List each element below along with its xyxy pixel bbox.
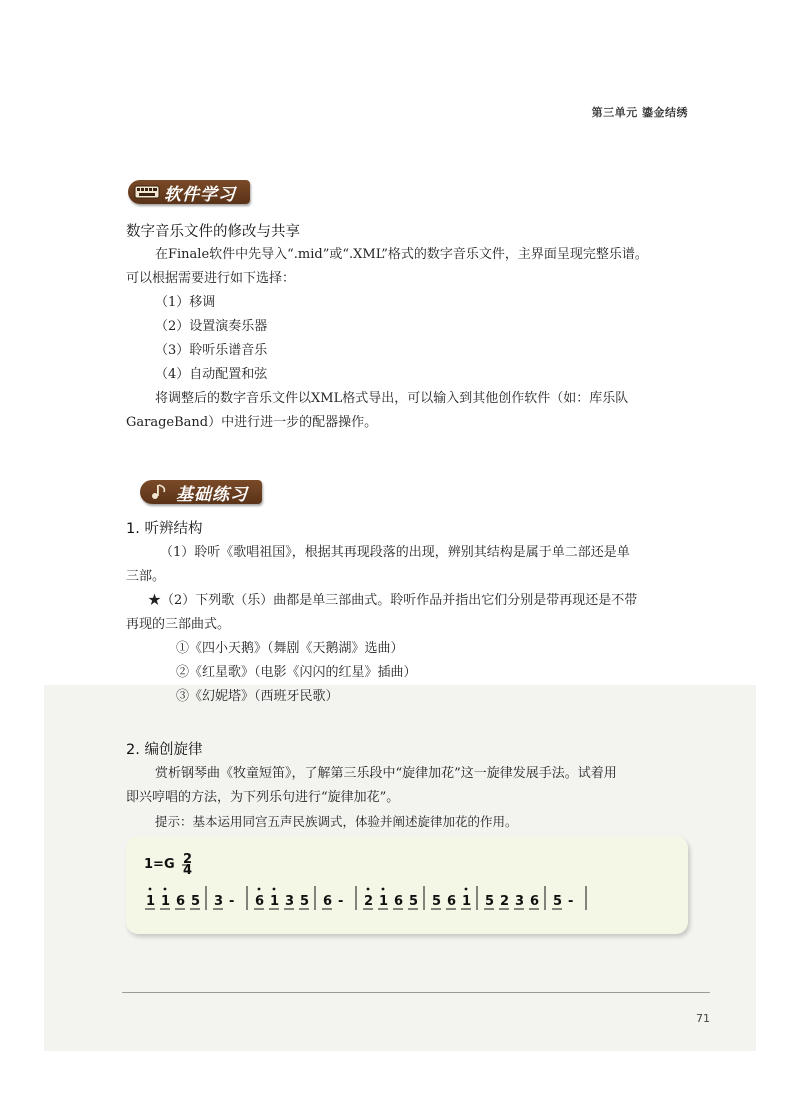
jianpu-score-box [126,836,688,934]
score-notes [145,886,586,910]
q1-p1-line1: （1）聆听《歌唱祖国》，根据其再现段落的出现，辨别其结构是属于单二部还是单 [160,545,630,560]
q2-line2: 即兴哼唱的方法，为下列乐句进行“旋律加花”。 [126,790,400,805]
software-option: （3）聆听乐谱音乐 [155,343,268,358]
note: 5 [432,894,442,909]
note: 6 [323,894,333,909]
running-header: 第三单元 鎏金结绣 [591,106,688,119]
time-signature-top: 2 [183,852,193,867]
note: 6 [530,894,540,909]
q2-title: 2. 编创旋律 [126,742,203,758]
note: 6 [176,894,186,909]
note-dash: - [229,894,235,909]
work-item: ③《幻妮塔》（西班牙民歌） [176,689,339,704]
note: 3 [214,894,224,909]
octave-dot [149,888,152,891]
octave-dot [164,888,167,891]
note: 1 [379,894,389,909]
software-outro-line1: 将调整后的数字音乐文件以XML格式导出，可以输入到其他创作软件（如：库乐队 [155,391,629,406]
note: 3 [515,894,525,909]
note-dash: - [568,894,574,909]
note: 6 [394,894,404,909]
software-section-title: 数字音乐文件的修改与共享 [126,224,300,240]
q1-title: 1. 听辨结构 [126,521,203,537]
note: 6 [255,894,265,909]
note: 6 [447,894,457,909]
basic-practice-badge [140,478,262,506]
note: 5 [485,894,495,909]
score-key: 1=G [144,857,175,872]
note: 5 [553,894,563,909]
jianpu-score [126,836,688,934]
page-number: 71 [696,1012,710,1025]
software-outro-line2: GarageBand）中进行进一步的配器操作。 [126,415,378,430]
octave-dot [382,888,385,891]
software-option: （1）移调 [155,295,216,310]
note: 1 [462,894,472,909]
software-option: （4）自动配置和弦 [155,367,268,382]
q2-hint: 提示：基本运用同宫五声民族调式，体验并阐述旋律加花的作用。 [155,814,518,829]
work-item: ①《四小天鹅》（舞剧《天鹅湖》选曲） [176,641,404,656]
software-intro-line1: 在Finale软件中先导入“.mid”或“.XML”格式的数字音乐文件，主界面呈现完整乐谱。 [155,247,648,262]
q1-p2-line2: 再现的三部曲式。 [126,617,231,632]
q2-line1: 赏析钢琴曲《牧童短笛》，了解第三乐段中“旋律加花”这一旋律发展手法。试着用 [155,766,617,781]
note: 1 [161,894,171,909]
basic-practice-label: 基础练习 [176,484,248,505]
work-item: ②《红星歌》（电影《闪闪的红星》插曲） [176,665,417,680]
note: 2 [500,894,510,909]
note: 5 [300,894,310,909]
software-intro-line2: 可以根据需要进行如下选择： [126,271,296,286]
note: 5 [409,894,419,909]
note: 2 [364,894,374,909]
note: 5 [191,894,201,909]
note: 3 [285,894,295,909]
software-learning-badge [128,178,250,206]
octave-dot [258,888,261,891]
octave-dot [273,888,276,891]
time-signature-bottom: 4 [183,863,193,878]
note-dash: - [338,894,344,909]
q1-p2-line1: ★（2）下列歌（乐）曲都是单三部曲式。聆听作品并指出它们分别是带再现还是不带 [148,593,638,608]
music-note-icon [146,484,172,500]
note: 1 [270,894,280,909]
software-option: （2）设置演奏乐器 [155,319,268,334]
footer-rule [122,992,710,993]
octave-dot [367,888,370,891]
software-learning-label: 软件学习 [164,184,236,205]
keyboard-icon [134,184,160,200]
octave-dot [465,888,468,891]
q1-p1-line2: 三部。 [126,569,166,584]
note: 1 [146,894,156,909]
